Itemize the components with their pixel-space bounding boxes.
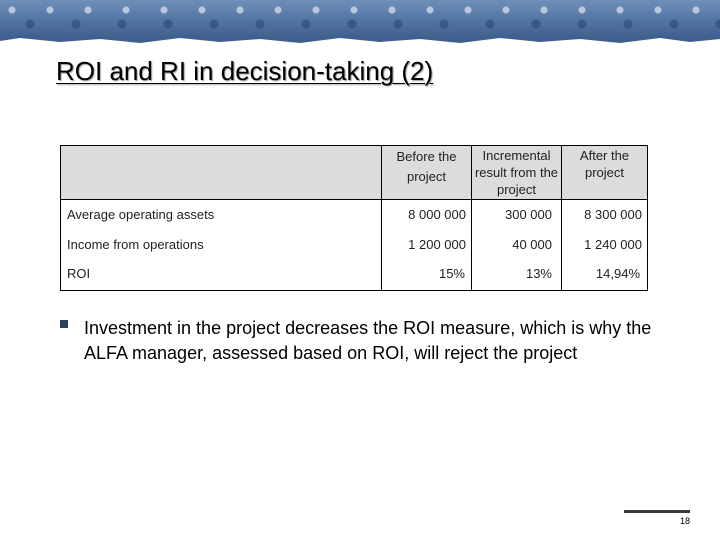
decorative-banner xyxy=(0,0,720,38)
header-divider xyxy=(60,199,648,200)
header-after-project: After the project xyxy=(579,148,630,180)
page-number: 18 xyxy=(679,516,690,526)
cell-income-before: 1 200 000 xyxy=(408,237,466,252)
slide-title: ROI and RI in decision-taking (2) xyxy=(56,56,434,86)
row-label-average-operating-assets: Average operating assets xyxy=(67,207,215,222)
footer-rule xyxy=(624,510,690,513)
row-label-income-from-operations: Income from operations xyxy=(67,237,204,252)
cell-assets-after: 8 300 000 xyxy=(584,207,642,222)
header-incremental-result: Incremental result from the project xyxy=(474,148,559,197)
bullet-square-icon xyxy=(60,320,68,328)
cell-assets-before: 8 000 000 xyxy=(408,207,466,222)
cell-roi-before: 15% xyxy=(438,266,465,281)
cell-income-incremental: 40 000 xyxy=(512,237,552,252)
bullet-text: Investment in the project decreases the ROI measure, which is why the ALFA manager, assessed based on ROI, will reject the project xyxy=(84,318,652,363)
row-label-roi: ROI xyxy=(67,266,91,281)
cell-roi-after: 14,94% xyxy=(595,266,640,281)
cell-roi-incremental: 13% xyxy=(525,266,552,281)
cell-income-after: 1 240 000 xyxy=(584,237,642,252)
header-before-project: Before the project xyxy=(396,149,457,184)
cell-assets-incremental: 300 000 xyxy=(505,207,552,222)
banner-torn-edge xyxy=(0,36,720,46)
